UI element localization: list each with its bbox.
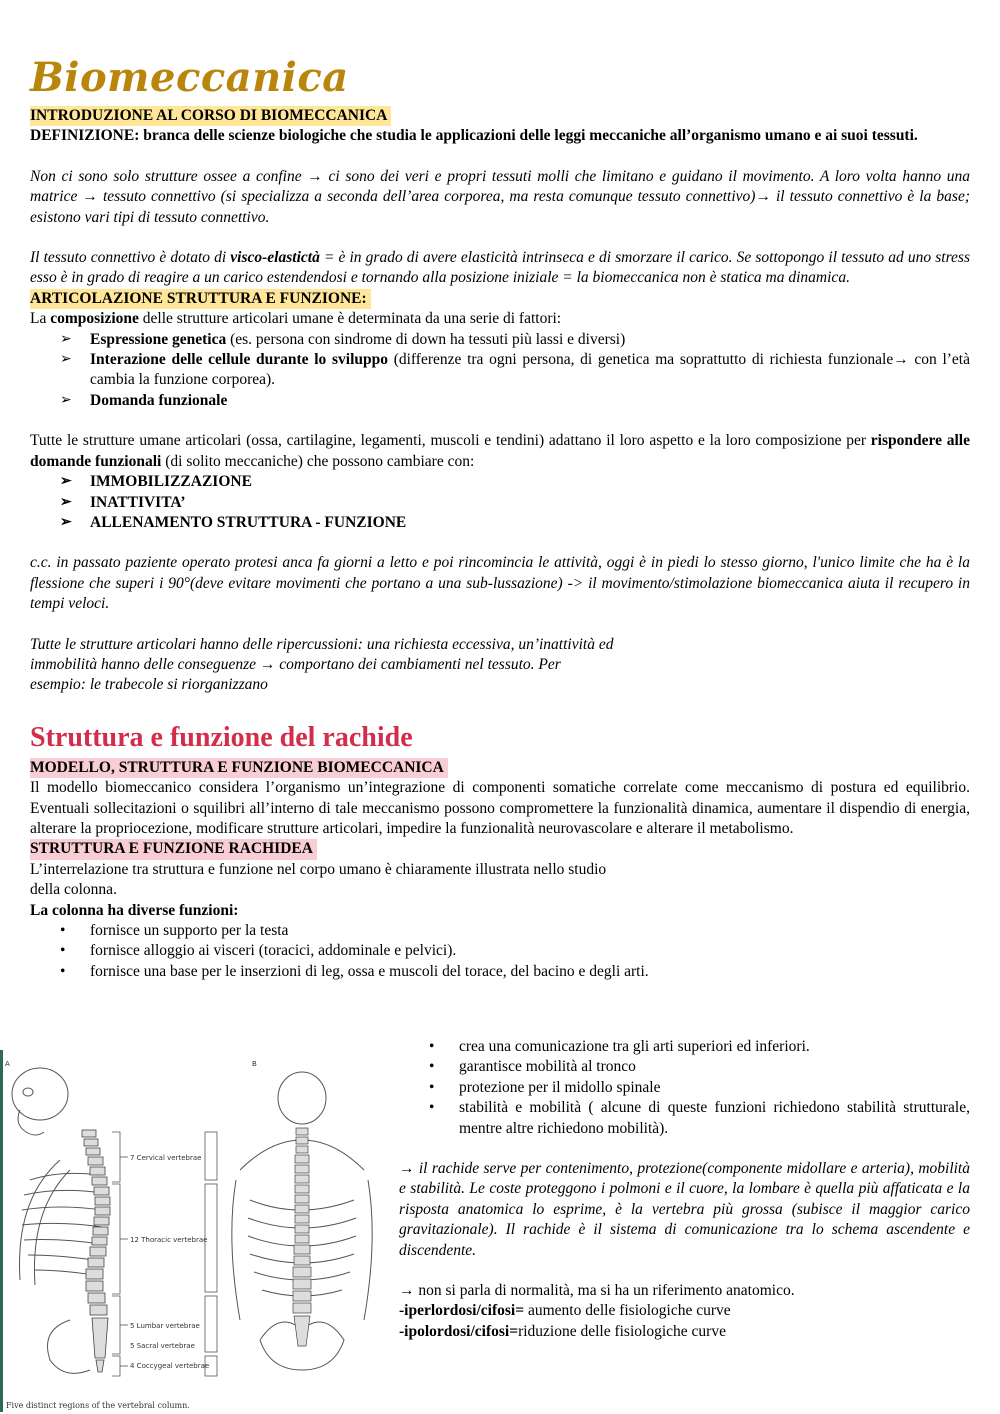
definition-paragraph: DEFINIZIONE: branca delle scienze biologiche che studia le applicazioni delle leggi meccaniche all’organismo umano e ai suoi tessuti. [30, 127, 918, 145]
list-item: ➢ IMMOBILIZZAZIONE [30, 472, 970, 492]
document-title: Biomeccanica [30, 54, 349, 101]
definition-ipolordosi: -ipolordosi/cifosi=riduzione delle fisiologiche curve [399, 1322, 726, 1340]
heading-struttura-rachidea: STRUTTURA E FUNZIONE RACHIDEA [30, 839, 317, 859]
definition-iperlordosi: -iperlordosi/cifosi= aumento delle fisiologiche curve [399, 1302, 731, 1320]
document-page [30, 50, 970, 982]
region-sacral-label: 5 Sacral vertebrae [130, 1342, 195, 1350]
vertebral-column-figure [0, 1050, 382, 1412]
right-column [399, 1037, 970, 1342]
list-item: • fornisce una base per le inserzioni di leg, ossa e muscoli del torace, del bacino e degli arti. [30, 962, 970, 982]
list-item: ➢ Interazione delle cellule durante lo sviluppo (differenze tra ogni persona, di genetica ma soprattutto di richiesta funzionale→ con l’età cambia la funzione corporea). [30, 350, 970, 391]
region-cervical-label: 7 Cervical vertebrae [130, 1154, 202, 1162]
figure-caption: Five distinct regions of the vertebral column. [6, 1401, 190, 1410]
intro-paragraph-2: Il tessuto connettivo è dotato di visco-elastictà = è in grado di avere elasticità intrinseca e di smorzare il carico. Se sottopongo il tessuto ad uno stress esso è in grado di reagire a un carico estendendosi e tornando alla posizione iniziale = la biomeccanica non è statica ma dinamica. [30, 249, 970, 287]
list-item: • fornisce un supporto per la testa [30, 921, 970, 941]
functions-list-continued [399, 1037, 970, 1139]
functions-title: La colonna ha diverse funzioni: [30, 901, 239, 919]
factors-list [30, 330, 970, 412]
model-paragraph: Il modello biomeccanico considera l’organismo un’integrazione di componenti somatiche correlate come meccanismo di postura ed equilibrio. Eventuali sollecitazioni o squilibri all’interno di tale meccanismo possono compromettere la funzionalità dinamica, aumentare il dispendio di energia, alterare la propriocezione, modificare strutture articolari, impedire la funzionalità neurovascolare e alterare il metabolismo. [30, 779, 970, 837]
region-coccygeal-label: 4 Coccygeal vertebrae [130, 1362, 210, 1370]
figure-label-b: B [252, 1060, 257, 1068]
list-item: • crea una comunicazione tra gli arti superiori ed inferiori. [399, 1037, 970, 1057]
figure-label-a: A [5, 1060, 10, 1068]
region-thoracic-label: 12 Thoracic vertebrae [130, 1236, 208, 1244]
list-item: • fornisce alloggio ai visceri (toracici, addominale e pelvici). [30, 941, 970, 961]
list-item: • protezione per il midollo spinale [399, 1078, 970, 1098]
heading-articolazione: ARTICOLAZIONE STRUTTURA E FUNZIONE: [30, 289, 371, 309]
composition-paragraph: La composizione delle strutture articolari umane è determinata da una serie di fattori: [30, 310, 562, 328]
list-item: ➢ ALLENAMENTO STRUTTURA - FUNZIONE [30, 513, 970, 533]
interrelation-paragraph: L’interrelazione tra struttura e funzione nel corpo umano è chiaramente illustrata nello studio della colonna. [30, 860, 607, 899]
functions-list [30, 921, 970, 982]
heading-introduzione: INTRODUZIONE AL CORSO DI BIOMECCANICA [30, 106, 391, 126]
consequences-paragraph: Tutte le strutture articolari hanno delle ripercussioni: una richiesta eccessiva, un’inattività ed immobilità hanno delle conseguenze → comportano dei cambiamenti nel tessuto. Per esempio: le trabecole si riorganizzano [30, 635, 614, 694]
region-lumbar-label: 5 Lumbar vertebrae [130, 1322, 200, 1330]
list-item: ➢ INATTIVITA’ [30, 493, 970, 513]
case-paragraph: c.c. in passato paziente operato protesi anca fa giorni a letto e poi rincomincia le attività, oggi è in piedi lo stesso giorno, l'unico limite che ha è la flessione che superi i 90°(deve evitare movimenti che portano a una sub-lussazione) -> il movimento/stimolazione biomeccanica aiuta il recupero in tempi veloci. [30, 554, 970, 613]
section-title-rachide: Struttura e funzione del rachide [30, 721, 413, 753]
intro-paragraph-1: Non ci sono solo strutture ossee a confine → ci sono dei veri e propri tessuti molli che limitano e guidano il movimento. A loro volta hanno una matrice → tessuto connettivo (si specializza a seconda dell’area corporea, ma resta comunque tessuto connettivo)→ il tessuto connettivo è la base; esistono vari tipi di tessuto connettivo. [30, 167, 970, 226]
adaptation-paragraph: Tutte le strutture umane articolari (ossa, cartilagine, legamenti, muscoli e tendini) adattano il loro aspetto e la loro composizione per rispondere alle domande funzionali (di solito meccaniche) che possono cambiare con: [30, 432, 970, 470]
rachide-paragraph: → il rachide serve per contenimento, protezione(componente midollare e arteria), mobilità e stabilità. Le coste proteggono i polmoni e il cuore, la lombare è quella più affaticata e la risposta anatomica lo esprime, è la vertebra più grossa (subisce il maggior carico gravitazionale). Il rachide è il sistema di comunicazione tra lo schema ascendente e discendente. [399, 1160, 970, 1259]
heading-modello: MODELLO, STRUTTURA E FUNZIONE BIOMECCANICA [30, 758, 448, 778]
list-item: • stabilità e mobilità ( alcune di queste funzioni richiedono stabilità strutturale, mentre altre richiedono mobilità). [399, 1098, 970, 1139]
changes-list [30, 472, 970, 533]
normality-paragraph: → non si parla di normalità, ma si ha un riferimento anatomico. [399, 1282, 795, 1300]
list-item: • garantisce mobilità al tronco [399, 1057, 970, 1077]
list-item: ➢ Domanda funzionale [30, 391, 970, 411]
list-item: ➢ Espressione genetica (es. persona con sindrome di down ha tessuti più lassi e diversi) [30, 330, 970, 350]
